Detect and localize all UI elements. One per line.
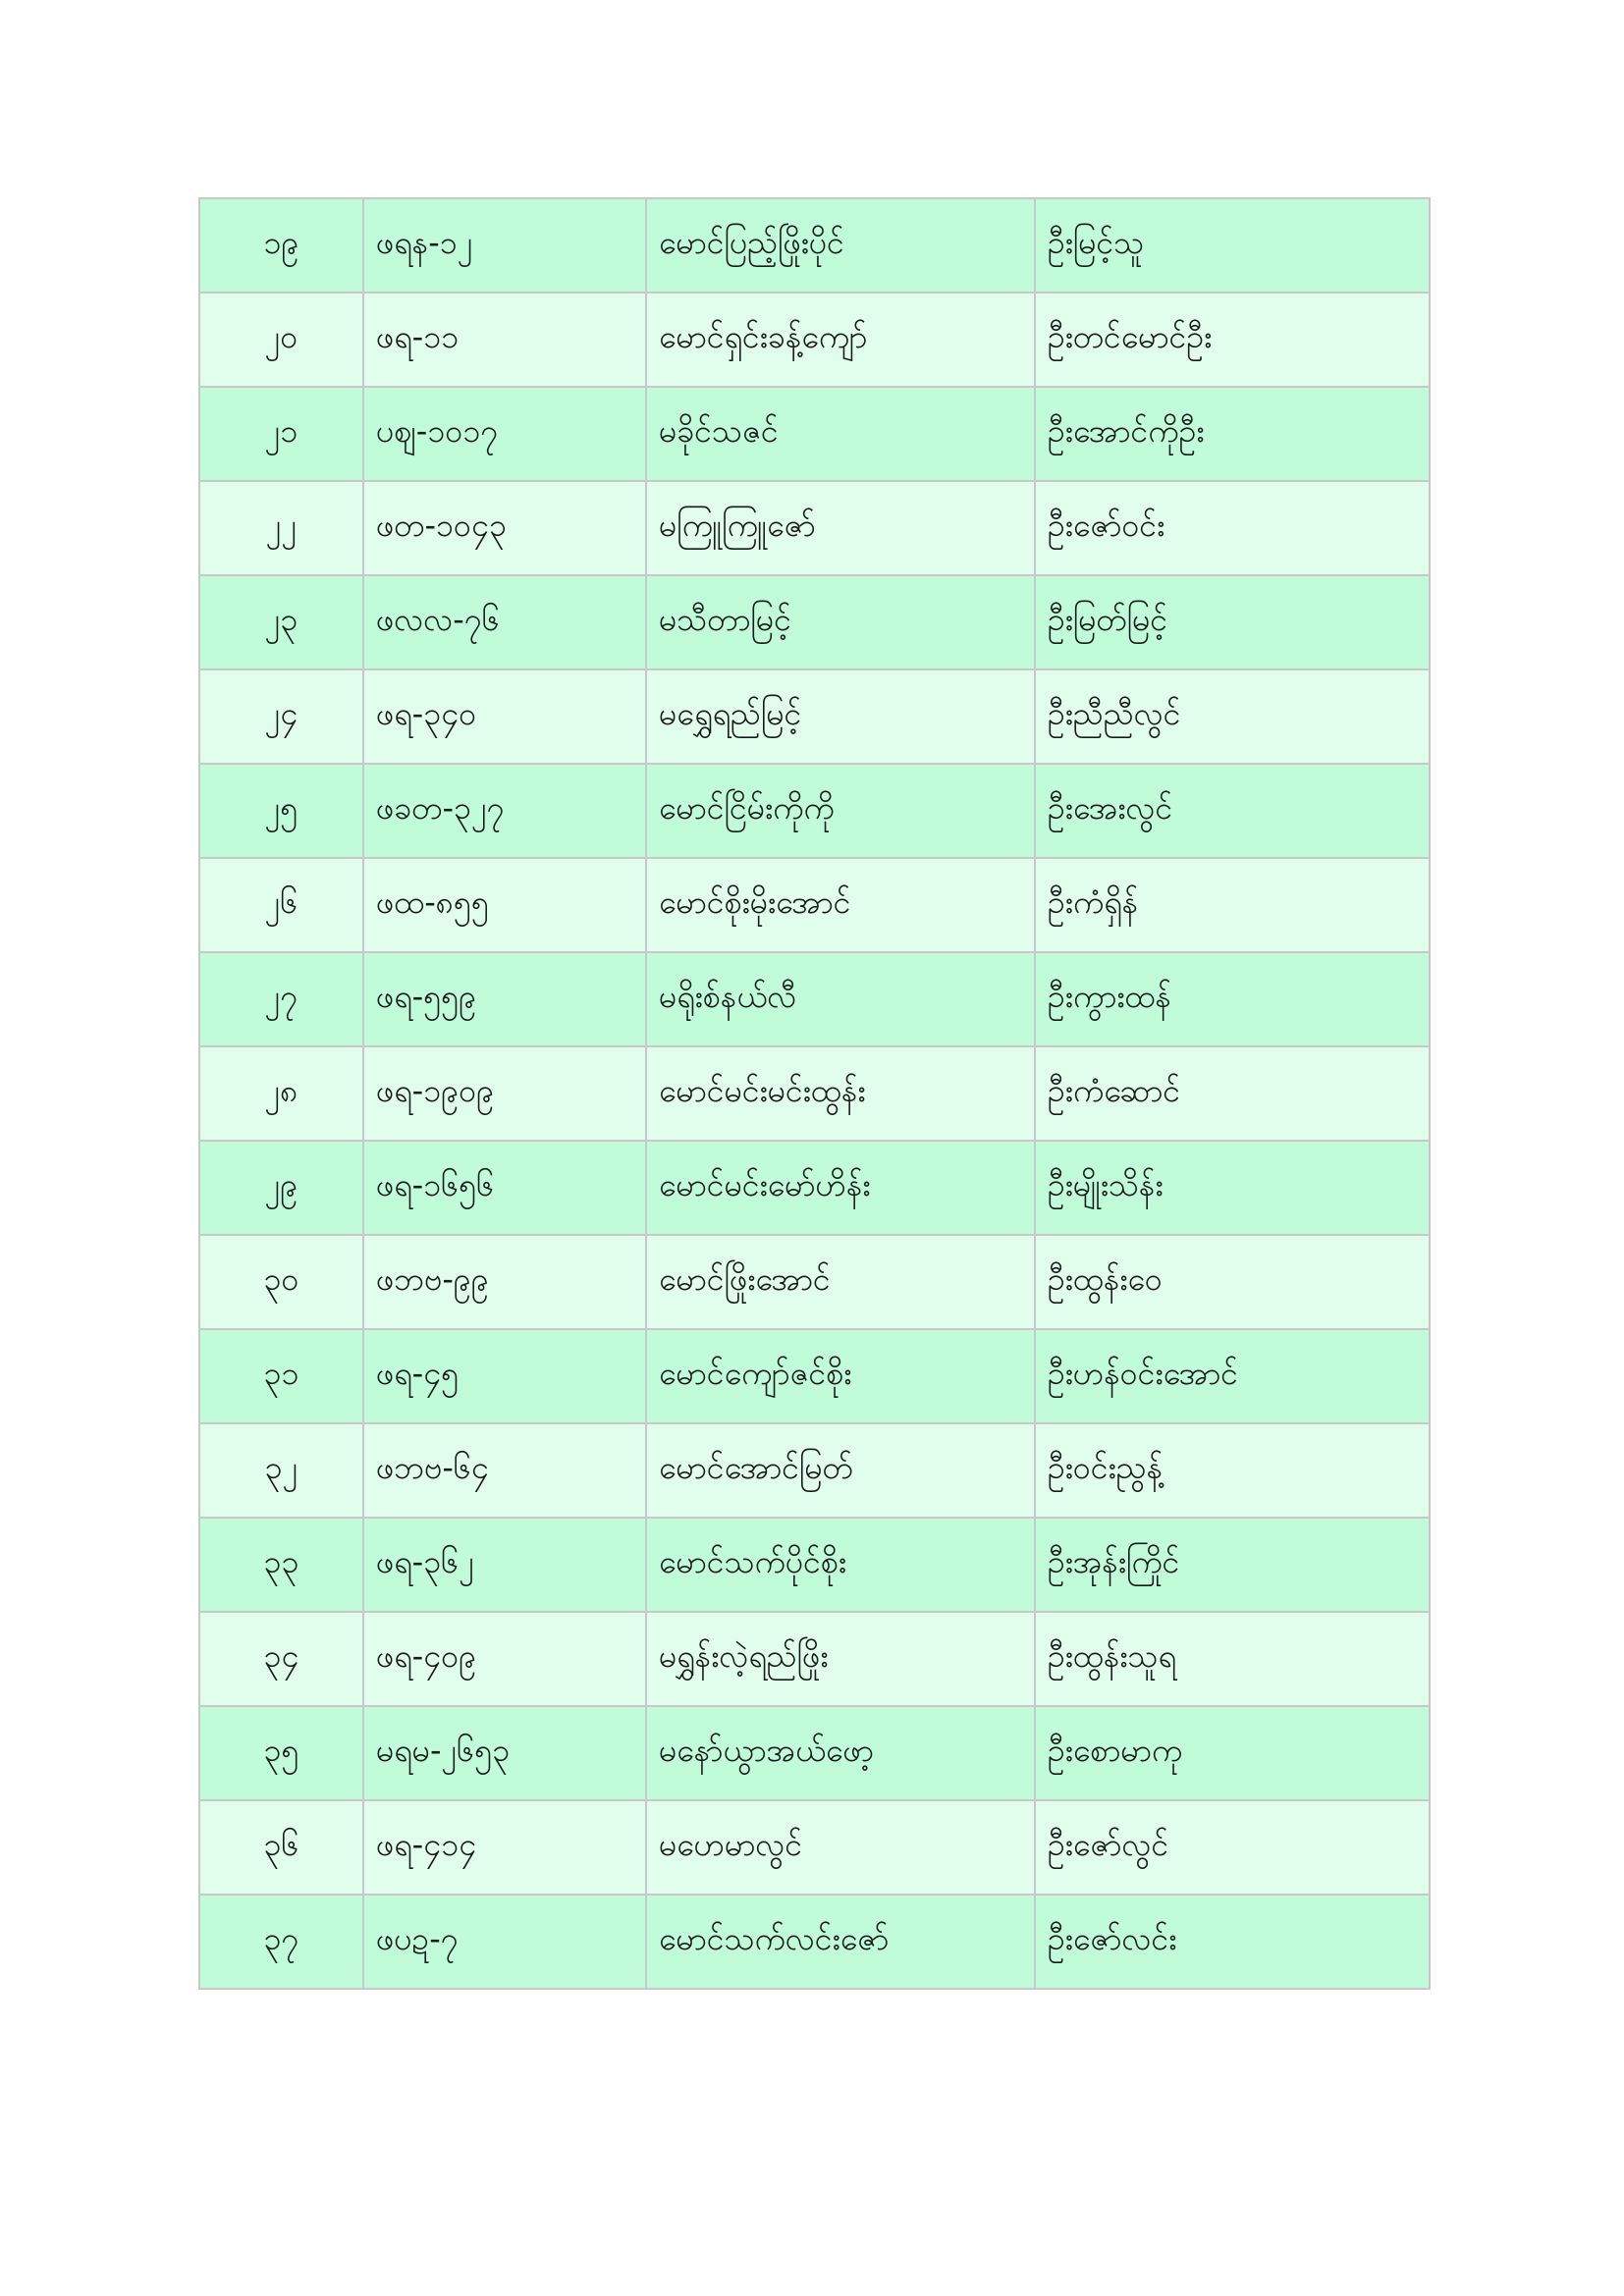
father-name: ဦးမြတ်မြင့် bbox=[1035, 575, 1430, 669]
row-number: ၃၅ bbox=[199, 1706, 363, 1800]
student-name: မနော်ယွာအယ်ဖော့ bbox=[646, 1706, 1035, 1800]
roster-body bbox=[199, 198, 1430, 1989]
row-number: ၃၃ bbox=[199, 1518, 363, 1612]
father-name: ဦးတင်မောင်ဦး bbox=[1035, 293, 1430, 387]
student-name: မောင်မင်းမင်းထွန်း bbox=[646, 1046, 1035, 1141]
student-name: မဟေမာလွင် bbox=[646, 1800, 1035, 1895]
row-number: ၂၅ bbox=[199, 764, 363, 858]
table-row bbox=[199, 387, 1430, 481]
row-number: ၂၈ bbox=[199, 1046, 363, 1141]
father-name: ဦးစောမာကု bbox=[1035, 1706, 1430, 1800]
father-name: ဦးဇော်ဝင်း bbox=[1035, 481, 1430, 575]
registration-number: ဖရ-၁၁ bbox=[363, 293, 646, 387]
row-number: ၃၇ bbox=[199, 1895, 363, 1989]
table-row bbox=[199, 1046, 1430, 1141]
student-name: မောင်ငြိမ်းကိုကို bbox=[646, 764, 1035, 858]
row-number: ၃၄ bbox=[199, 1612, 363, 1706]
registration-number: ဖရ-၄၀၉ bbox=[363, 1612, 646, 1706]
student-name: မောင်မင်းမော်ဟိန်း bbox=[646, 1141, 1035, 1235]
student-roster-table bbox=[198, 197, 1431, 1990]
registration-number: ဖဘဗ-၆၄ bbox=[363, 1423, 646, 1518]
row-number: ၂၀ bbox=[199, 293, 363, 387]
registration-number: ဖတ-၁၀၄၃ bbox=[363, 481, 646, 575]
student-name: မခိုင်သဇင် bbox=[646, 387, 1035, 481]
father-name: ဦးအောင်ကိုဦး bbox=[1035, 387, 1430, 481]
student-name: မရွှေရည်မြင့် bbox=[646, 669, 1035, 764]
row-number: ၃၀ bbox=[199, 1235, 363, 1329]
row-number: ၂၃ bbox=[199, 575, 363, 669]
row-number: ၃၆ bbox=[199, 1800, 363, 1895]
student-name: မရိုးစ်နယ်လီ bbox=[646, 952, 1035, 1046]
student-name: မောင်ဖြိုးအောင် bbox=[646, 1235, 1035, 1329]
registration-number: ဖရ-၁၉၀၉ bbox=[363, 1046, 646, 1141]
student-name: မောင်သက်လင်းဇော် bbox=[646, 1895, 1035, 1989]
table-row bbox=[199, 1423, 1430, 1518]
father-name: ဦးထွန်းသူရ bbox=[1035, 1612, 1430, 1706]
registration-number: ဖရ-၄၅ bbox=[363, 1329, 646, 1423]
table-row bbox=[199, 293, 1430, 387]
registration-number: ဖရ-၃၆၂ bbox=[363, 1518, 646, 1612]
father-name: ဦးအေးလွင် bbox=[1035, 764, 1430, 858]
registration-number: ဖရ-၁၆၅၆ bbox=[363, 1141, 646, 1235]
father-name: ဦးဇော်လွင် bbox=[1035, 1800, 1430, 1895]
table-row bbox=[199, 1612, 1430, 1706]
row-number: ၂၉ bbox=[199, 1141, 363, 1235]
father-name: ဦးမြင့်သူ bbox=[1035, 198, 1430, 293]
row-number: ၂၆ bbox=[199, 858, 363, 952]
father-name: ဦးဇော်လင်း bbox=[1035, 1895, 1430, 1989]
registration-number: ပဈ-၁၀၁၇ bbox=[363, 387, 646, 481]
father-name: ဦးကံဆောင် bbox=[1035, 1046, 1430, 1141]
row-number: ၃၂ bbox=[199, 1423, 363, 1518]
row-number: ၁၉ bbox=[199, 198, 363, 293]
father-name: ဦးဟန်ဝင်းအောင် bbox=[1035, 1329, 1430, 1423]
registration-number: ဖခတ-၃၂၇ bbox=[363, 764, 646, 858]
father-name: ဦးကွားထန် bbox=[1035, 952, 1430, 1046]
father-name: ဦးကံရှိန် bbox=[1035, 858, 1430, 952]
registration-number: ဖထ-၈၅၅ bbox=[363, 858, 646, 952]
table-row bbox=[199, 1706, 1430, 1800]
father-name: ဦးထွန်းဝေ bbox=[1035, 1235, 1430, 1329]
table-row bbox=[199, 952, 1430, 1046]
table-row bbox=[199, 669, 1430, 764]
father-name: ဦးဝင်းညွန့် bbox=[1035, 1423, 1430, 1518]
student-name: မောင်စိုးမိုးအောင် bbox=[646, 858, 1035, 952]
student-name: မောင်သက်ပိုင်စိုး bbox=[646, 1518, 1035, 1612]
row-number: ၃၁ bbox=[199, 1329, 363, 1423]
registration-number: ဖလလ-၇၆ bbox=[363, 575, 646, 669]
table-row bbox=[199, 764, 1430, 858]
father-name: ဦးညီညီလွင် bbox=[1035, 669, 1430, 764]
row-number: ၂၄ bbox=[199, 669, 363, 764]
table-row bbox=[199, 1518, 1430, 1612]
registration-number: ဖရ-၃၄၀ bbox=[363, 669, 646, 764]
father-name: ဦးမျိုးသိန်း bbox=[1035, 1141, 1430, 1235]
table-row bbox=[199, 1895, 1430, 1989]
student-name: မကြူကြူဇော် bbox=[646, 481, 1035, 575]
registration-number: မရမ-၂၆၅၃ bbox=[363, 1706, 646, 1800]
table-row bbox=[199, 858, 1430, 952]
student-name: မောင်အောင်မြတ် bbox=[646, 1423, 1035, 1518]
registration-number: ဖဘဗ-၉၉ bbox=[363, 1235, 646, 1329]
table-row bbox=[199, 1235, 1430, 1329]
row-number: ၂၂ bbox=[199, 481, 363, 575]
row-number: ၂၁ bbox=[199, 387, 363, 481]
student-name: မရွှန်းလဲ့ရည်ဖြိုး bbox=[646, 1612, 1035, 1706]
table-row bbox=[199, 1800, 1430, 1895]
table-row bbox=[199, 1141, 1430, 1235]
student-name: မောင်ကျော်ဇင်စိုး bbox=[646, 1329, 1035, 1423]
table-row bbox=[199, 1329, 1430, 1423]
registration-number: ဖပဍ-၇ bbox=[363, 1895, 646, 1989]
registration-number: ဖရန-၁၂ bbox=[363, 198, 646, 293]
registration-number: ဖရ-၅၅၉ bbox=[363, 952, 646, 1046]
table-row bbox=[199, 481, 1430, 575]
table-row bbox=[199, 575, 1430, 669]
student-name: မောင်ရှင်းခန့်ကျော် bbox=[646, 293, 1035, 387]
registration-number: ဖရ-၄၁၄ bbox=[363, 1800, 646, 1895]
row-number: ၂၇ bbox=[199, 952, 363, 1046]
father-name: ဦးအုန်းကြိုင် bbox=[1035, 1518, 1430, 1612]
student-name: မောင်ပြည့်ဖြိုးပိုင် bbox=[646, 198, 1035, 293]
student-name: မသီတာမြင့် bbox=[646, 575, 1035, 669]
table-row bbox=[199, 198, 1430, 293]
